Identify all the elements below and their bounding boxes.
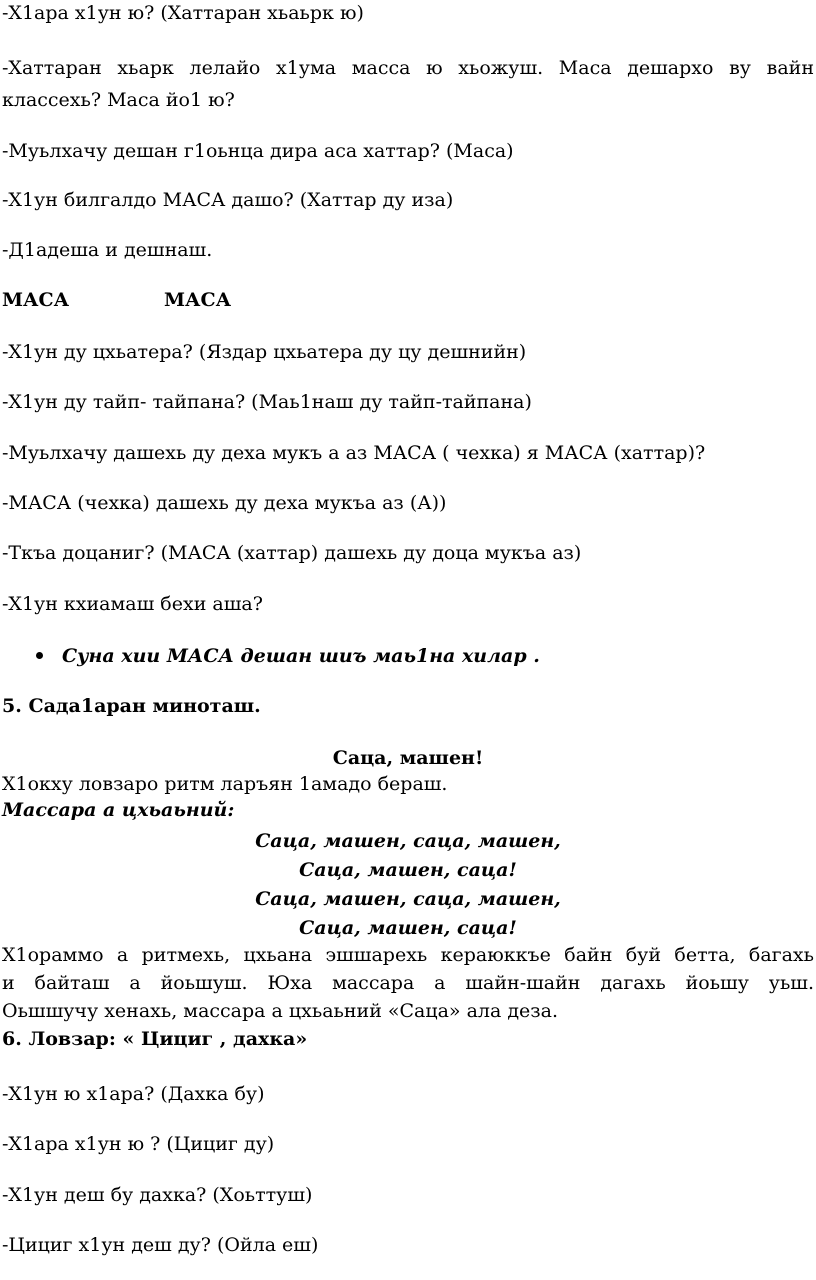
poem-line-2: Саца, машен, саца! (299, 859, 517, 881)
masa-word-right: МАСА (164, 289, 232, 311)
question-line-6: -Х1ун ду цхьатера? (Яздар цхьатера ду цу дешнийн) (2, 341, 527, 363)
section5-heading: 5. Сада1аран миноташ. (2, 695, 261, 717)
bullet-dot-icon (36, 652, 43, 659)
masa-words-row (2, 288, 814, 312)
question-line-4: -Х1ун билгалдо МАСА дашо? (Хаттар ду иза) (2, 189, 454, 211)
poem-line-1: Саца, машен, саца, машен, (255, 830, 561, 852)
game-line-3: -Х1ун деш бу дахка? (Хоьттуш) (2, 1184, 313, 1206)
bullet-item (0, 644, 816, 668)
question-line-5: -Д1адеша и дешнаш. (2, 239, 213, 261)
poem-label: Массара а цхьаьний: (2, 799, 235, 821)
game-line-1: -Х1ун ю х1ара? (Дахка бу) (2, 1083, 265, 1105)
poem-title: Саца, машен! (332, 747, 484, 769)
poem-intro: Х1окху ловзаро ритм ларъян 1амадо бераш. (2, 773, 448, 795)
question-line-1: -Х1ара х1ун ю? (Хаттаран хьаьрк ю) (2, 2, 364, 24)
bullet-text: Суна хии МАСА дешан шиъ маь1на хилар . (62, 645, 540, 667)
question-line-10: -Ткъа доцаниг? (МАСА (хаттар) дашехь ду доца мукъа аз) (2, 542, 582, 564)
poem-line-4: Саца, машен, саца! (299, 917, 517, 939)
masa-word-left: МАСА (2, 289, 70, 311)
question-line-2a: -Хаттаран хьарк лелайо х1ума масса ю хьожуш. Маса дешархо ву вайн (2, 57, 814, 79)
question-line-2b: классехь? Маса йо1 ю? (2, 89, 235, 111)
section6-heading: 6. Ловзар: « Цициг , дахка» (2, 1028, 308, 1050)
question-line-11: -Х1ун кхиамаш бехи аша? (2, 593, 263, 615)
game-line-2: -Х1ара х1ун ю ? (Цициг ду) (2, 1133, 275, 1155)
paragraph-line-2: и байташ а йоьшуш. Юха массара а шайн-шайн дагахь йоьшу уьш. (2, 972, 814, 994)
question-line-7: -Х1ун ду тайп- тайпана? (Маь1наш ду тайп-тайпана) (2, 391, 532, 413)
poem-line-3: Саца, машен, саца, машен, (255, 888, 561, 910)
game-line-4: -Цициг х1ун деш ду? (Ойла еш) (2, 1234, 319, 1256)
paragraph-line-1: Х1ораммо а ритмехь, цхьана эшшарехь кераюккъе байн буй бетта, багахь (2, 944, 814, 966)
question-line-8: -Муьлхачу дашехь ду деха мукъ а аз МАСА ( чехка) я МАСА (хаттар)? (2, 442, 706, 464)
paragraph-line-3: Оьшшучу хенахь, массара а цхьаьний «Саца» ала деза. (2, 1000, 559, 1022)
question-line-9: -МАСА (чехка) дашехь ду деха мукъа аз (А)) (2, 492, 447, 514)
question-line-3: -Муьлхачу дешан г1оьнца дира аса хаттар? (Маса) (2, 140, 514, 162)
